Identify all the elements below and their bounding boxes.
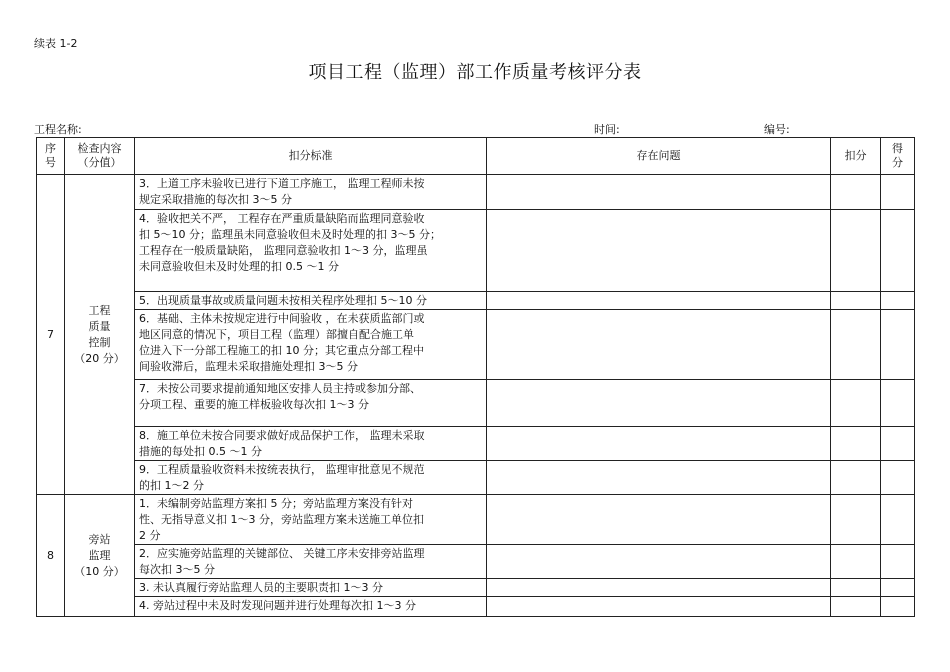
table-row bbox=[37, 292, 915, 310]
criteria-cell: 4. 旁站过程中未及时发现问题并进行处理每次扣 1～3 分 bbox=[135, 597, 487, 617]
check-category: 工程 质量 控制 （20 分） bbox=[65, 175, 135, 495]
score-cell[interactable] bbox=[881, 579, 915, 597]
table-row bbox=[37, 175, 915, 210]
issues-cell[interactable] bbox=[487, 427, 831, 461]
header-criteria: 扣分标准 bbox=[135, 138, 487, 175]
number-label: 编号: bbox=[764, 123, 790, 136]
criteria-cell: 7．未按公司要求提前通知地区安排人员主持或参加分部、 分项工程、重要的施工样板验收每次扣 1～3 分 bbox=[135, 380, 487, 427]
deduct-cell[interactable] bbox=[831, 427, 881, 461]
deduct-cell[interactable] bbox=[831, 175, 881, 210]
score-cell[interactable] bbox=[881, 292, 915, 310]
issues-cell[interactable] bbox=[487, 292, 831, 310]
issues-cell[interactable] bbox=[487, 461, 831, 495]
time-label: 时间: bbox=[594, 123, 620, 136]
check-category: 旁站 监理 （10 分） bbox=[65, 495, 135, 617]
project-name-label: 工程名称: bbox=[34, 123, 82, 136]
deduct-cell[interactable] bbox=[831, 461, 881, 495]
header-deduct: 扣分 bbox=[831, 138, 881, 175]
table-row bbox=[37, 380, 915, 427]
issues-cell[interactable] bbox=[487, 175, 831, 210]
header-seq: 序 号 bbox=[37, 138, 65, 175]
issues-cell[interactable] bbox=[487, 495, 831, 545]
table-row bbox=[37, 597, 915, 617]
criteria-cell: 3．上道工序未验收已进行下道工序施工， 监理工程师未按 规定采取措施的每次扣 3～5 分 bbox=[135, 175, 487, 210]
document-title: 项目工程（监理）部工作质量考核评分表 bbox=[308, 62, 642, 83]
table-row bbox=[37, 310, 915, 380]
score-cell[interactable] bbox=[881, 597, 915, 617]
deduct-cell[interactable] bbox=[831, 210, 881, 292]
row-number: 7 bbox=[37, 175, 65, 495]
criteria-cell: 5．出现质量事故或质量问题未按相关程序处理扣 5～10 分 bbox=[135, 292, 487, 310]
deduct-cell[interactable] bbox=[831, 380, 881, 427]
row-number: 8 bbox=[37, 495, 65, 617]
criteria-cell: 8．施工单位未按合同要求做好成品保护工作， 监理未采取 措施的每处扣 0.5 ～1 分 bbox=[135, 427, 487, 461]
deduct-cell[interactable] bbox=[831, 495, 881, 545]
criteria-cell: 1．未编制旁站监理方案扣 5 分；旁站监理方案没有针对 性、无指导意义扣 1～3 分，旁站监理方案未送施工单位扣 2 分 bbox=[135, 495, 487, 545]
table-row bbox=[37, 579, 915, 597]
score-cell[interactable] bbox=[881, 427, 915, 461]
score-cell[interactable] bbox=[881, 380, 915, 427]
assessment-table bbox=[36, 137, 915, 617]
score-cell[interactable] bbox=[881, 545, 915, 579]
criteria-cell: 3. 未认真履行旁站监理人员的主要职责扣 1～3 分 bbox=[135, 579, 487, 597]
header-check-content: 检查内容 （分值） bbox=[65, 138, 135, 175]
table-row bbox=[37, 545, 915, 579]
score-cell[interactable] bbox=[881, 495, 915, 545]
table-body bbox=[37, 175, 915, 617]
header-issues: 存在问题 bbox=[487, 138, 831, 175]
deduct-cell[interactable] bbox=[831, 579, 881, 597]
issues-cell[interactable] bbox=[487, 597, 831, 617]
score-cell[interactable] bbox=[881, 175, 915, 210]
header-score: 得 分 bbox=[881, 138, 915, 175]
table-row bbox=[37, 495, 915, 545]
issues-cell[interactable] bbox=[487, 210, 831, 292]
issues-cell[interactable] bbox=[487, 579, 831, 597]
criteria-cell: 9．工程质量验收资料未按统表执行， 监理审批意见不规范 的扣 1～2 分 bbox=[135, 461, 487, 495]
score-cell[interactable] bbox=[881, 310, 915, 380]
header-row bbox=[37, 138, 915, 175]
score-cell[interactable] bbox=[881, 210, 915, 292]
issues-cell[interactable] bbox=[487, 310, 831, 380]
criteria-cell: 6．基础、主体未按规定进行中间验收 ，在未获质监部门或 地区同意的情况下，项目工程（监理）部擅自配合施工单 位进入下一分部工程施工的扣 10 分；其它重点分部工程中 间验收滞后，监理未采取措施处理扣 3～5 分 bbox=[135, 310, 487, 380]
criteria-cell: 4．验收把关不严， 工程存在严重质量缺陷而监理同意验收 扣 5～10 分；监理虽未同意验收但未及时处理的扣 3～5 分； 工程存在一般质量缺陷， 监理同意验收扣 1～3 分，监理虽 未同意验收但未及时处理的扣 0.5 ～1 分 bbox=[135, 210, 487, 292]
deduct-cell[interactable] bbox=[831, 292, 881, 310]
issues-cell[interactable] bbox=[487, 545, 831, 579]
deduct-cell[interactable] bbox=[831, 310, 881, 380]
deduct-cell[interactable] bbox=[831, 597, 881, 617]
table-row bbox=[37, 427, 915, 461]
table-continuation-note: 续表 1-2 bbox=[34, 37, 78, 50]
deduct-cell[interactable] bbox=[831, 545, 881, 579]
criteria-cell: 2．应实施旁站监理的关键部位、 关键工序未安排旁站监理 每次扣 3～5 分 bbox=[135, 545, 487, 579]
issues-cell[interactable] bbox=[487, 380, 831, 427]
table-row bbox=[37, 210, 915, 292]
score-cell[interactable] bbox=[881, 461, 915, 495]
table-row bbox=[37, 461, 915, 495]
